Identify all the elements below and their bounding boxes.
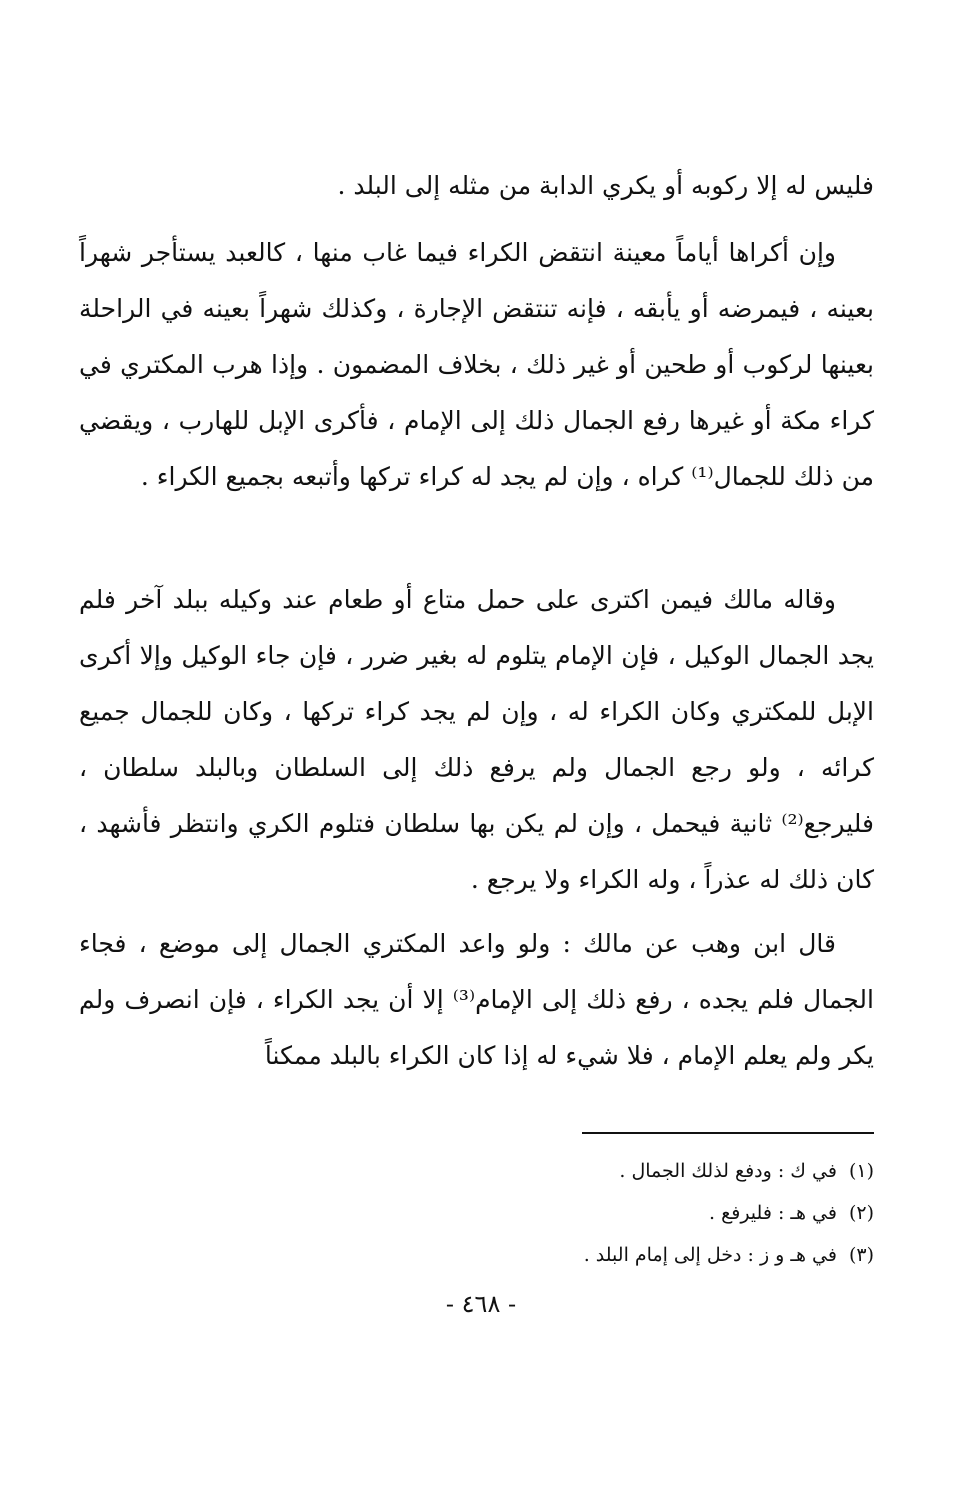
paragraph-4: قال ابن وهب عن مالك : ولو واعد المكتري الجمال إلى موضع ، فجاء الجمال فلم يجده ، رفع ذلك إلى الإمام⁽³⁾ إلا أن يجد الكراء ، فإن انصرف ولم يكر ولم يعلم الإمام ، فلا شيء له إذا كان الكراء بالبلد ممكناً <box>79 929 874 1070</box>
paragraph-2: وإن أكراها أياماً معينة انتقض الكراء فيما غاب منها ، كالعبد يستأجر شهراً بعينه ، فيمرضه أو يأبقه ، فإنه تنتقض الإجارة ، وكذلك شهراً بعينه في الراحلة بعينها لركوب أو طحين أو غير ذلك ، بخلاف المضمون . وإذا هرب المكتري في كراء مكة أو غيرها رفع الجمال ذلك إلى الإمام ، فأكرى الإبل للهارب ، ويقضي من ذلك للجمال⁽¹⁾ كراه ، وإن لم يجد له كراء تركها وأتبعه بجميع الكراء . <box>79 238 874 491</box>
footnote-text: في ك : ودفع لذلك الجمال . <box>619 1160 837 1182</box>
footnote-number: (٣) <box>848 1244 874 1266</box>
page-number: - ٤٦٨ - <box>445 1290 517 1318</box>
footnote-2 <box>174 1192 874 1234</box>
footnote-text: في هـ : فليرفع . <box>709 1202 837 1224</box>
footnotes <box>174 1150 874 1276</box>
paragraph-3: وقاله مالك فيمن اكترى على حمل متاع أو طعام عند وكيله ببلد آخر فلم يجد الجمال الوكيل ، فإن الإمام يتلوم له بغير ضرر ، فإن جاء الوكيل وإلا أكرى الإبل للمكتري وكان الكراء له ، وإن لم يجد كراء تركها ، وكان للجمال جميع كرائه ، ولو رجع الجمال ولم يرفع ذلك إلى السلطان وبالبلد سلطان ، فليرجع⁽²⁾ ثانية فيحمل ، وإن لم يكن بها سلطان فتلوم الكري وانتظر فأشهد ، كان ذلك له عذراً ، وله الكراء ولا يرجع . <box>79 585 874 894</box>
footnote-3 <box>174 1234 874 1276</box>
paragraph-1: فليس له إلا ركوبه أو يكري الدابة من مثله إلى البلد . <box>337 171 874 200</box>
footnote-number: (١) <box>848 1160 874 1182</box>
footnote-text: في هـ و ز : دخل إلى إمام البلد . <box>583 1244 837 1266</box>
footnote-separator <box>582 1132 874 1134</box>
footnote-1 <box>174 1150 874 1192</box>
footnote-number: (٢) <box>848 1202 874 1224</box>
